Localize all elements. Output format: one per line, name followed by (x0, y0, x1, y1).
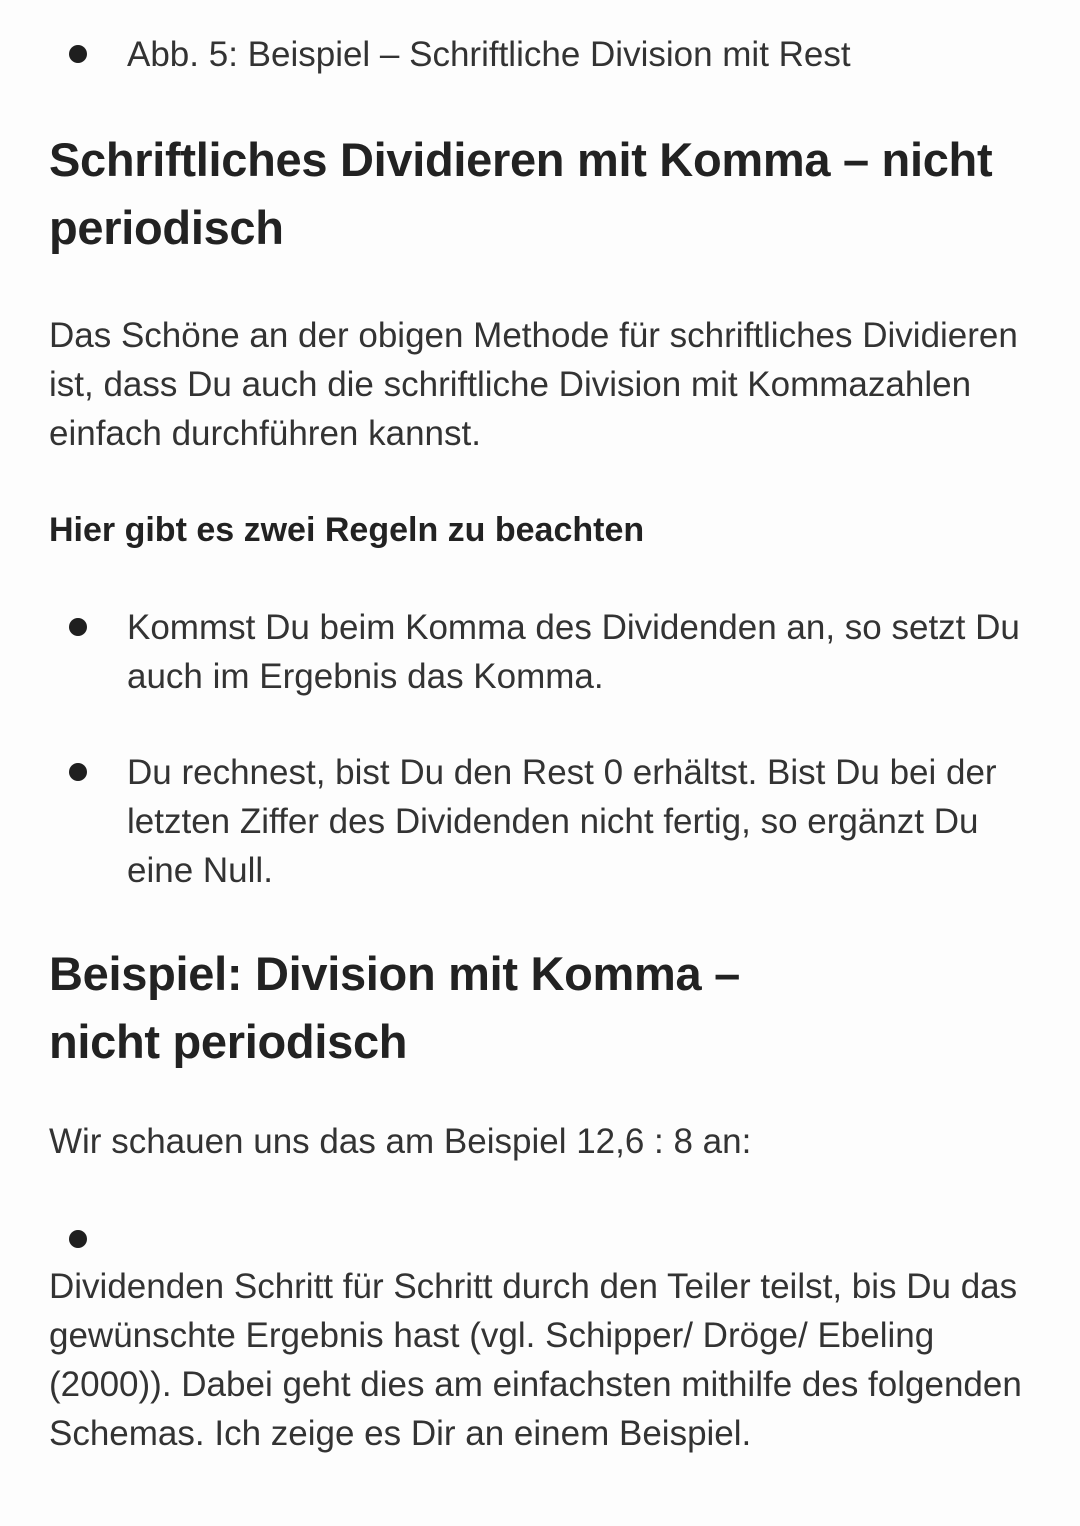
figure-caption: Abb. 5: Beispiel – Schriftliche Division mit Rest (127, 35, 851, 74)
rules-heading: Hier gibt es zwei Regeln zu beachten (49, 511, 645, 549)
example-intro: Wir schauen uns das am Beispiel 12,6 : 8 an: (49, 1122, 752, 1161)
bullet-icon (69, 1230, 87, 1248)
rule-text: Du rechnest, bist Du den Rest 0 erhältst. Bist Du bei der letzten Ziffer des Dividenden nicht fertig, so ergänzt Du eine Null. (127, 753, 997, 890)
section-heading: Schriftliches Dividieren mit Komma – nicht periodisch (49, 133, 993, 254)
final-paragraph: Dividenden Schritt für Schritt durch den Teiler teilst, bis Du das gewünschte Ergebnis hast (vgl. Schipper/ Dröge/ Ebeling (2000)). Dabei geht dies am einfachsten mithilfe des folgenden Schemas. Ich zeige es Dir an einem Beispiel. (49, 1267, 1022, 1453)
bullet-icon (69, 618, 87, 636)
example-heading: Beispiel: Division mit Komma – nicht periodisch (49, 947, 740, 1068)
intro-paragraph: Das Schöne an der obigen Methode für schriftliches Dividieren ist, dass Du auch die schriftliche Division mit Kommazahlen einfach durchführen kannst. (49, 316, 1018, 453)
bullet-icon (69, 763, 87, 781)
bullet-icon (69, 45, 87, 63)
rule-text: Kommst Du beim Komma des Dividenden an, so setzt Du auch im Ergebnis das Komma. (127, 608, 1020, 696)
